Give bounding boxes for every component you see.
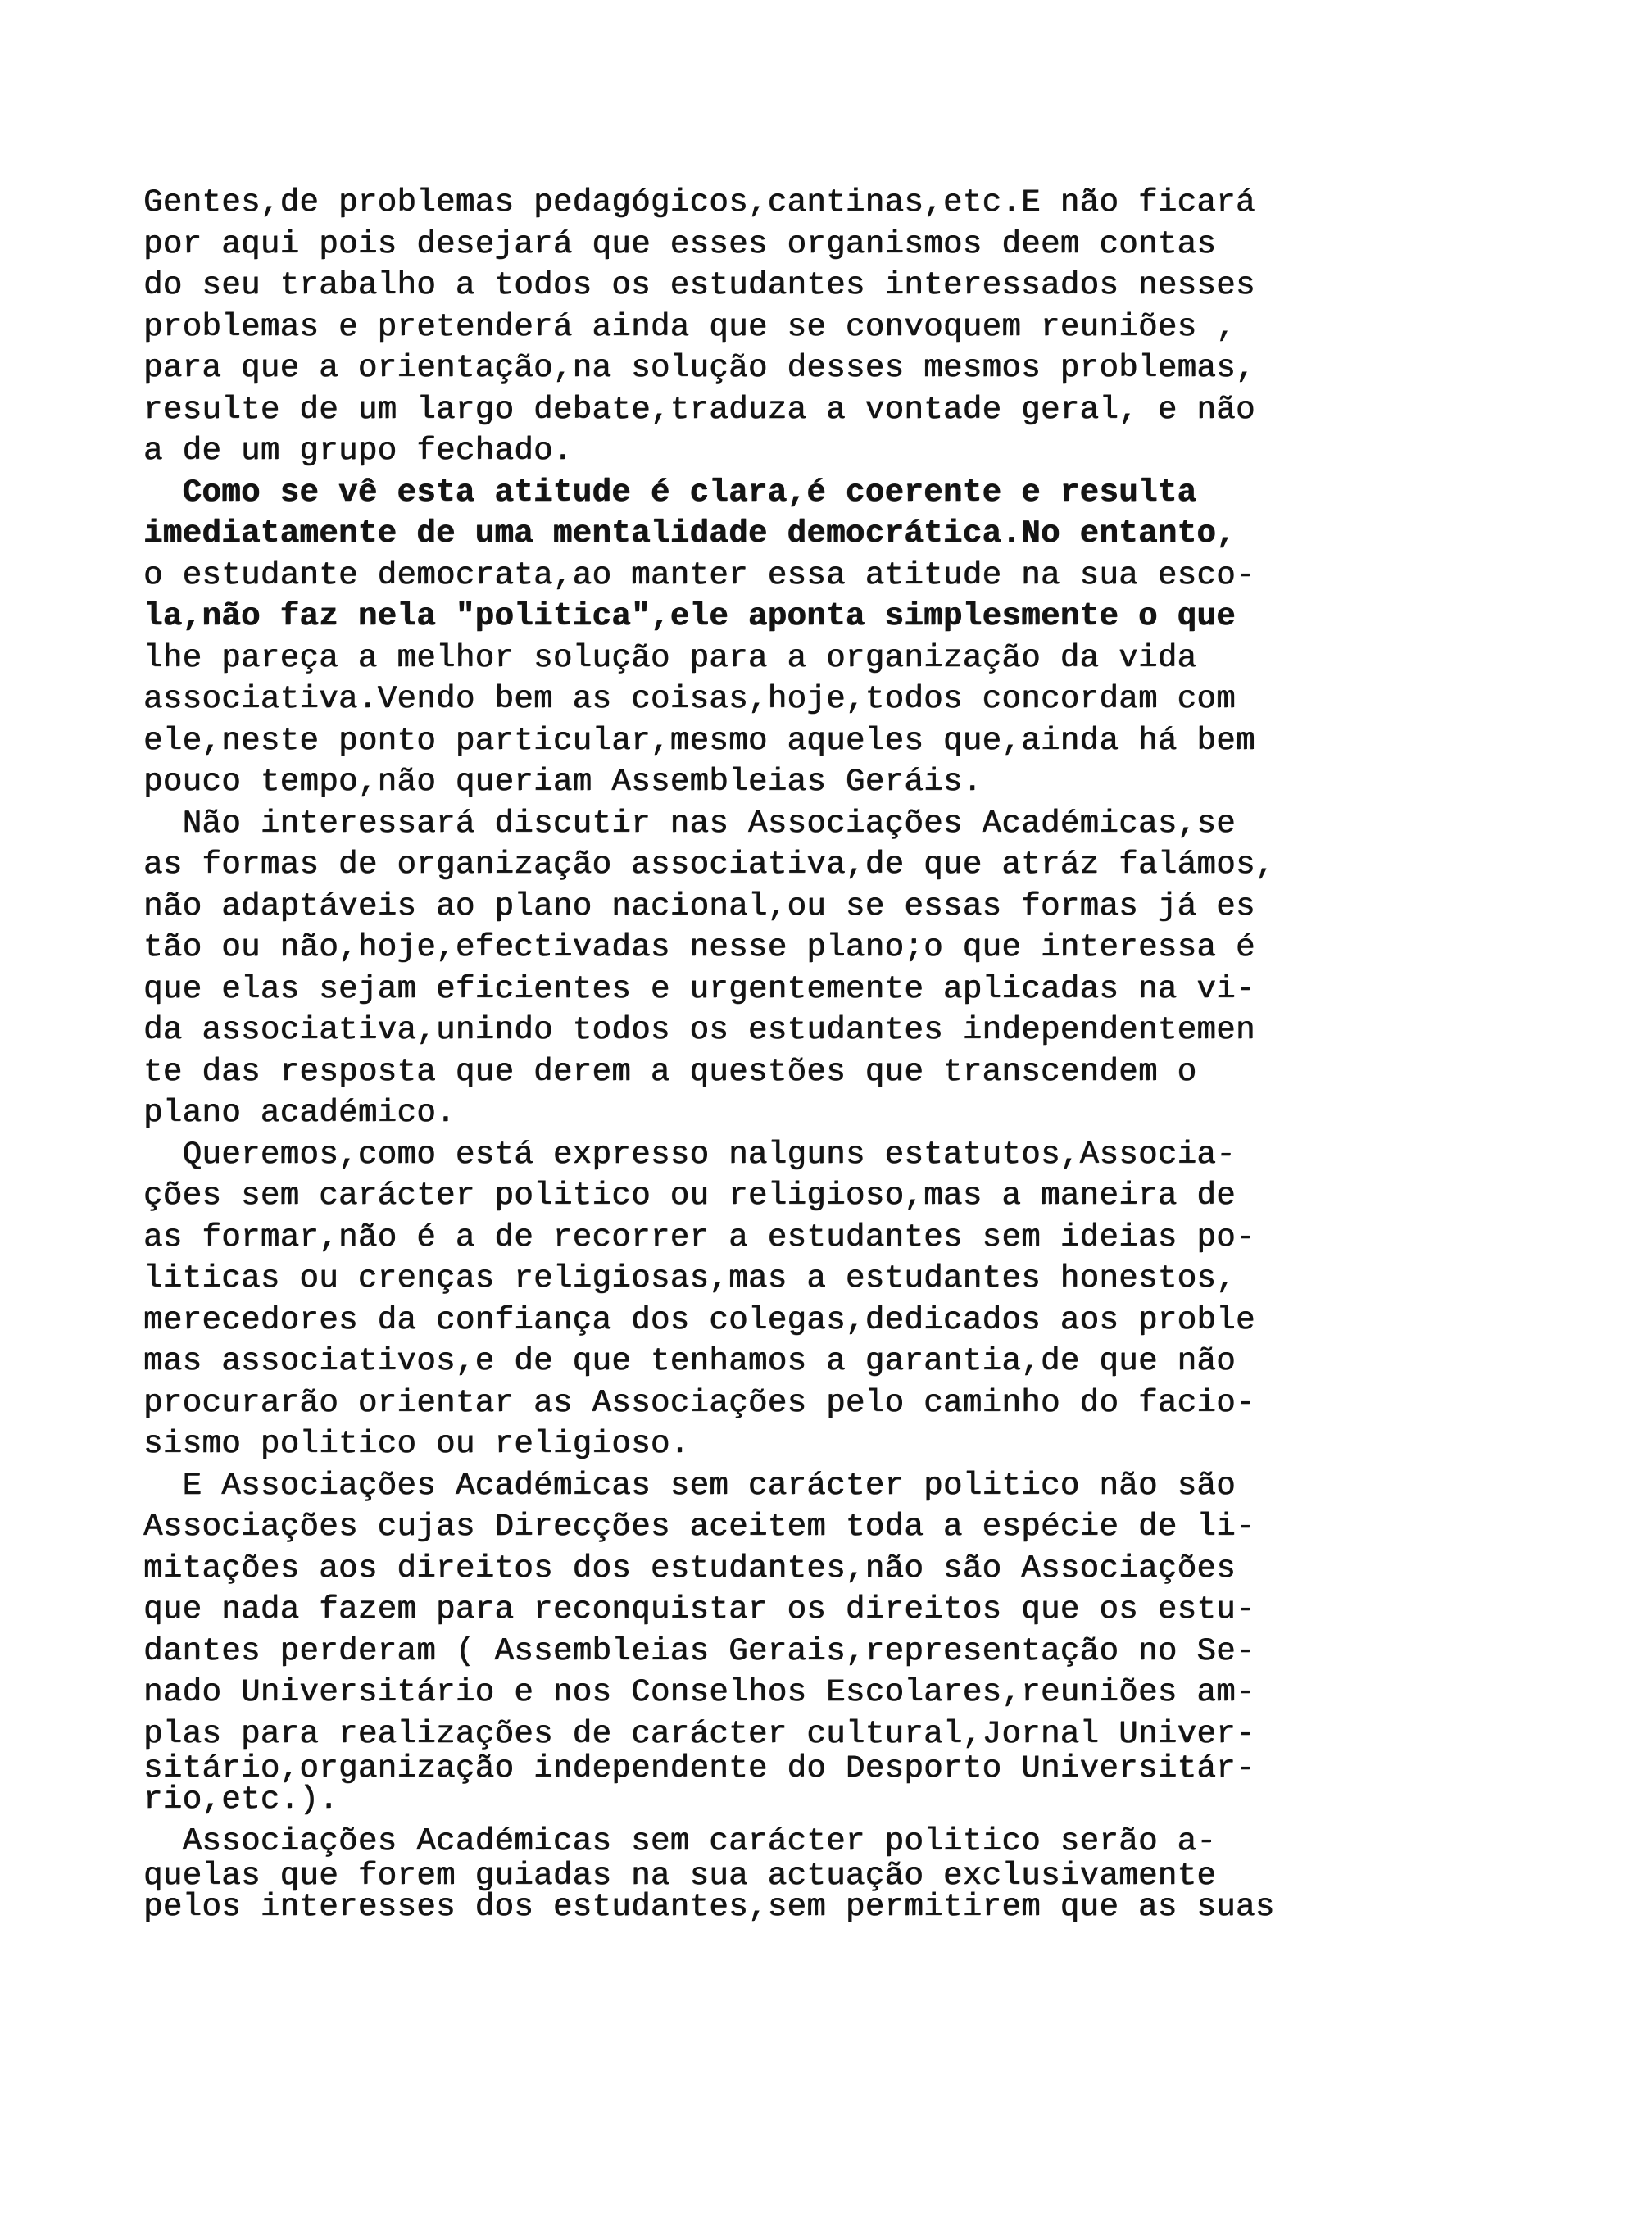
text-line: lhe pareça a melhor solução para a organização da vida [143, 639, 1197, 676]
text-line: mitações aos direitos dos estudantes,não são Associações [143, 1550, 1237, 1586]
text-line: a de um grupo fechado. [143, 433, 573, 469]
text-line: as formas de organização associativa,de que atráz falámos, [143, 846, 1275, 883]
typewritten-text-body [143, 182, 1520, 1928]
text-line: liticas ou crenças religiosas,mas a estudantes honestos, [143, 1260, 1237, 1296]
text-line: Queremos,como está expresso nalguns estatutos,Associa- [143, 1136, 1237, 1173]
text-line: não adaptáveis ao plano nacional,ou se essas formas já es [143, 887, 1255, 924]
text-line: ções sem carácter politico ou religioso,mas a maneira de [143, 1178, 1237, 1214]
text-line: la,não faz nela "politica",ele aponta simplesmente o que [143, 598, 1237, 634]
text-line: nado Universitário e nos Conselhos Escolares,reuniões am- [143, 1674, 1255, 1710]
text-line: sismo politico ou religioso. [143, 1426, 690, 1462]
text-line: da associativa,unindo todos os estudantes independentemen [143, 1012, 1255, 1048]
text-line: pelos interesses dos estudantes,sem permitirem que as suas [143, 1889, 1275, 1925]
text-line: Não interessará discutir nas Associações Académicas,se [143, 805, 1237, 842]
text-line: problemas e pretenderá ainda que se convoquem reuniões , [143, 308, 1237, 345]
text-line: resulte de um largo debate,traduza a vontade geral, e não [143, 391, 1255, 428]
text-line: que nada fazem para reconquistar os direitos que os estu- [143, 1591, 1255, 1627]
text-line: para que a orientação,na solução desses mesmos problemas, [143, 350, 1255, 386]
text-line: Associações Académicas sem carácter politico serão a- [143, 1822, 1217, 1859]
text-line: rio,etc.). [143, 1781, 339, 1818]
text-line: merecedores da confiança dos colegas,dedicados aos proble [143, 1301, 1255, 1338]
text-line: Associações cujas Direcções aceitem toda a espécie de li- [143, 1509, 1255, 1545]
text-line: plas para realizações de carácter cultural,Jornal Univer- [143, 1715, 1255, 1752]
text-line: ele,neste ponto particular,mesmo aqueles que,ainda há bem [143, 722, 1255, 759]
text-line: te das resposta que derem a questões que transcendem o [143, 1053, 1197, 1090]
text-line: plano académico. [143, 1095, 456, 1131]
text-line: tão ou não,hoje,efectivadas nesse plano;o que interessa é [143, 929, 1255, 965]
text-line: Como se vê esta atitude é clara,é coerente e resulta [143, 474, 1197, 511]
text-line: as formar,não é a de recorrer a estudantes sem ideias po- [143, 1219, 1255, 1255]
text-line: o estudante democrata,ao manter essa atitude na sua esco- [143, 556, 1255, 593]
text-line: dantes perderam ( Assembleias Gerais,representação no Se- [143, 1632, 1255, 1669]
text-line: sitário,organização independente do Desporto Universitár- [143, 1750, 1255, 1786]
text-line: por aqui pois desejará que esses organismos deem contas [143, 225, 1217, 262]
text-line: imediatamente de uma mentalidade democrática.No entanto, [143, 515, 1237, 551]
text-line: mas associativos,e de que tenhamos a garantia,de que não [143, 1343, 1237, 1379]
text-line: que elas sejam eficientes e urgentemente aplicadas na vi- [143, 970, 1255, 1007]
text-line: procurarão orientar as Associações pelo caminho do facio- [143, 1384, 1255, 1421]
text-line: do seu trabalho a todos os estudantes interessados nesses [143, 267, 1255, 303]
text-line: Gentes,de problemas pedagógicos,cantinas,etc.E não ficará [143, 184, 1255, 220]
text-line: associativa.Vendo bem as coisas,hoje,todos concordam com [143, 681, 1237, 717]
text-line: quelas que forem guiadas na sua actuação exclusivamente [143, 1858, 1217, 1894]
text-line: E Associações Académicas sem carácter politico não são [143, 1467, 1237, 1504]
text-line: pouco tempo,não queriam Assembleias Geráis. [143, 764, 983, 800]
